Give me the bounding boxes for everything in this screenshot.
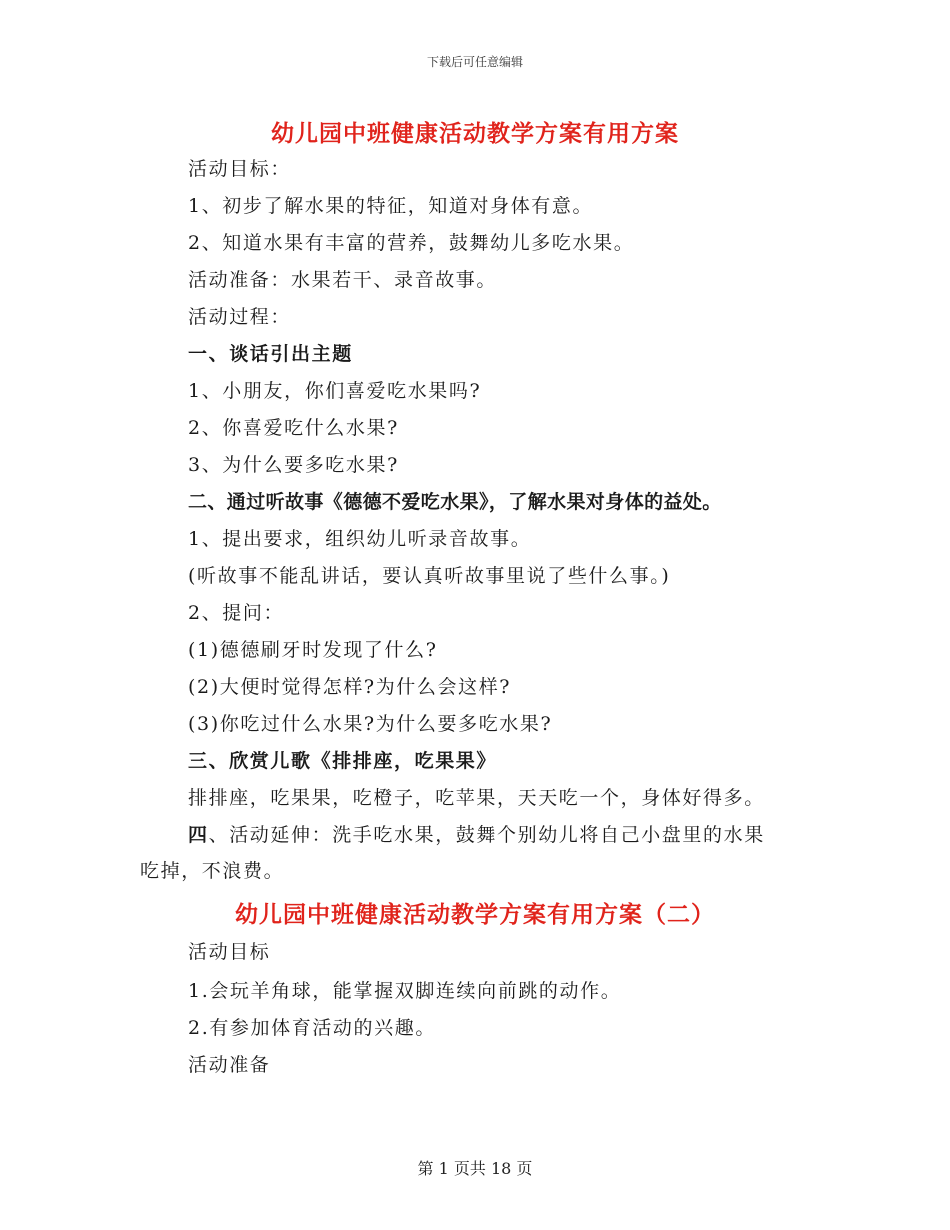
header-note: 下载后可任意编辑 [426, 55, 523, 69]
extension-text: 、活动延伸：洗手吃水果，鼓舞个别幼儿将自己小盘里的水果 [208, 824, 765, 846]
paragraph: (听故事不能乱讲话，要认真听故事里说了些什么事。) [188, 565, 671, 587]
paragraph: 1、初步了解水果的特征，知道对身体有意。 [188, 195, 594, 217]
paragraph: 3、为什么要多吃水果? [188, 454, 399, 476]
paragraph: 1、提出要求，组织幼儿听录音故事。 [188, 528, 532, 550]
section-heading: 二、通过听故事《德德不爱吃水果》，了解水果对身体的益处。 [188, 491, 722, 513]
paragraph: 活动准备：水果若干、录音故事。 [188, 269, 498, 291]
paragraph: 2、提问： [188, 602, 285, 624]
paragraph: (3)你吃过什么水果?为什么要多吃水果? [188, 713, 553, 735]
paragraph: 2、知道水果有丰富的营养，鼓舞幼儿多吃水果。 [188, 232, 635, 254]
section-heading: 三、欣赏儿歌《排排座，吃果果》 [188, 750, 498, 772]
paragraph: 活动准备 [188, 1054, 271, 1076]
paragraph: 2、你喜爱吃什么水果? [188, 417, 399, 439]
section-title: 幼儿园中班健康活动教学方案有用方案（二） [235, 901, 715, 928]
paragraph: 排排座，吃果果，吃橙子，吃苹果，天天吃一个，身体好得多。 [188, 787, 765, 809]
extension-paragraph-continued: 吃掉，不浪费。 [140, 860, 285, 882]
paragraph: 1、小朋友，你们喜爱吃水果吗? [188, 380, 482, 402]
paragraph: 活动目标： [188, 158, 292, 180]
paragraph: 活动目标 [188, 941, 271, 963]
section-heading: 一、谈话引出主题 [188, 343, 353, 365]
paragraph: (2)大便时觉得怎样?为什么会这样? [188, 676, 512, 698]
document-title: 幼儿园中班健康活动教学方案有用方案 [271, 120, 679, 147]
paragraph: 2.有参加体育活动的兴趣。 [188, 1017, 436, 1039]
paragraph: 1.会玩羊角球，能掌握双脚连续向前跳的动作。 [188, 980, 622, 1002]
page-footer: 第 1 页共 18 页 [417, 1159, 533, 1178]
extension-bold-label: 四 [188, 824, 209, 846]
paragraph: (1)德德刷牙时发现了什么? [188, 639, 438, 661]
paragraph: 活动过程： [188, 306, 292, 328]
extension-paragraph [188, 823, 765, 847]
